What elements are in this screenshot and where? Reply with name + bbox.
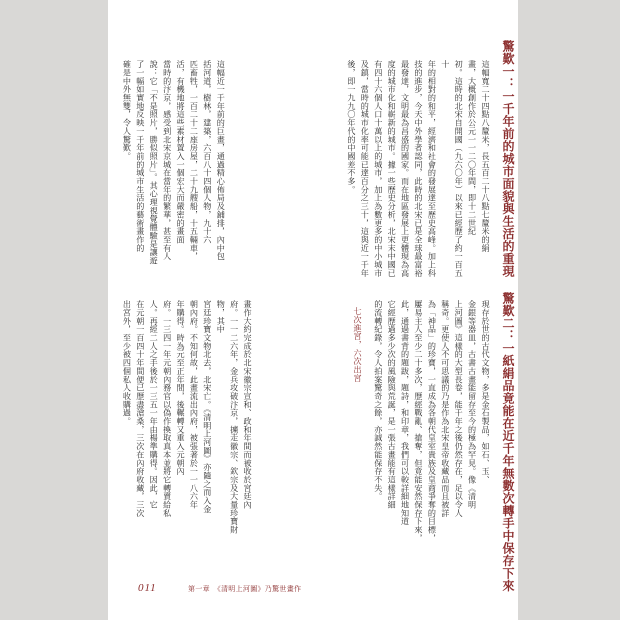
section-1-paragraph-2: 這幅近一千年前的巨畫，通過精心佈局及鋪排，內中包 括河道，樹林，建築，六百八十四個人物，九十六 匹畜牲，一百二十二座房屋，二十九艘船，十五輛車， 活，有機地將這些素材置入一個宏大而嚴密的畫面 當時的汴京，感受到北宋京城在當年的繁華，甚至有人 說：它「不是照片，勝似照片」。其心理視覺體驗是讓遊 了一幅如實地反映一千年前的城市生活的藝術畫作的 確是中外無雙，令人驚歎。 (122, 60, 227, 265)
page-number: 011 (138, 582, 157, 594)
section-1-title: 驚歎一：一千年前的城市面貌與生活的重現 (501, 40, 515, 278)
section-2-subheading: 七次進宮，六次出宮 (353, 307, 363, 383)
section-2-title: 驚歎二：一紙絹品竟能在近千年無數次轉手中保存下來 (501, 292, 515, 592)
section-2-paragraph-1: 現存於世的古代文物，多是金石製品，如石、玉、 金銀等器皿，古書古畫能留存至今的極為罕見。像《清明 上河圖》這樣的大型長卷，能千年之後仍然存在，足以令人 稱奇。更使人不可思議的乃是作為北宋皇帝收藏品而且被詳 為「神品」的珍寶，一直成為各朝代皇室貴族及皇商爭奪的目標， 屢易主人至少二十多次，歷經戰亂、搶奪，但竟能安然保存下來， 此，通過書背的題跋，題詩，和印章，我們可以較詳細地知道 它經歷過多少次的風險與荒誕，是一張古畫能有這樣詳細 的流轉紀錄，令人拍案驚奇之餘，亦誠然能保存不失。 (373, 300, 491, 543)
book-page (108, 0, 518, 620)
chapter-running-footer: 第一章 《清明上河圖》乃驚世畫作 (188, 585, 302, 593)
section-2-paragraph-2: 畫作大約完成於北宋徽宗宣和、政和年間而被收於宮廷內 府。一一二六年，金兵攻破汴京，擄走徽宗、欽宗及大量珍寶財物，其中 宮廷珍寶文物北去，北宋亡。《清明上河圖》亦隨之而入金 朝內府。不知何故，此畫流出內府，被張著於一一八六年 年購得。時為元至正年間，後輾轉又重入元朝內 府。一三四一年元朝內務官以偽作換取真本並將它轉賣給私 人。再經二人之手後於一三五一年由楊準購得。因此，它 在元朝一百四十年間便已歷盡滄桑，三次在內府收藏，三次 出宮外，至少被四個私人收購過。 (122, 300, 254, 534)
section-1-paragraph-1: 這幅寬二十四點八釐米，長五百二十八點七釐米的絹 畫，大概創作於公元一一二〇年間，即十二世紀 初。這時的北宋自開國（九六〇年）以來已經歷了約一百五十 年的相對的和平，經濟和社會的發展達至歷史高峰。加上科 技的進步，今天中外學者認同，此時的北宋已是全球最富裕 最發達，文明最為昌盛的國家。而在地區發展上更體現為高 度的城市化和嶄新的城市。據一些歷史分析，北宋末中國已 有四十六個人口十萬以上的城市，加上為數更多的中小城市 及鎮，當時的城市化率可能已達百分之三十，這與近一千年 後，即一九九〇年代的中國差不多。 (346, 60, 491, 278)
